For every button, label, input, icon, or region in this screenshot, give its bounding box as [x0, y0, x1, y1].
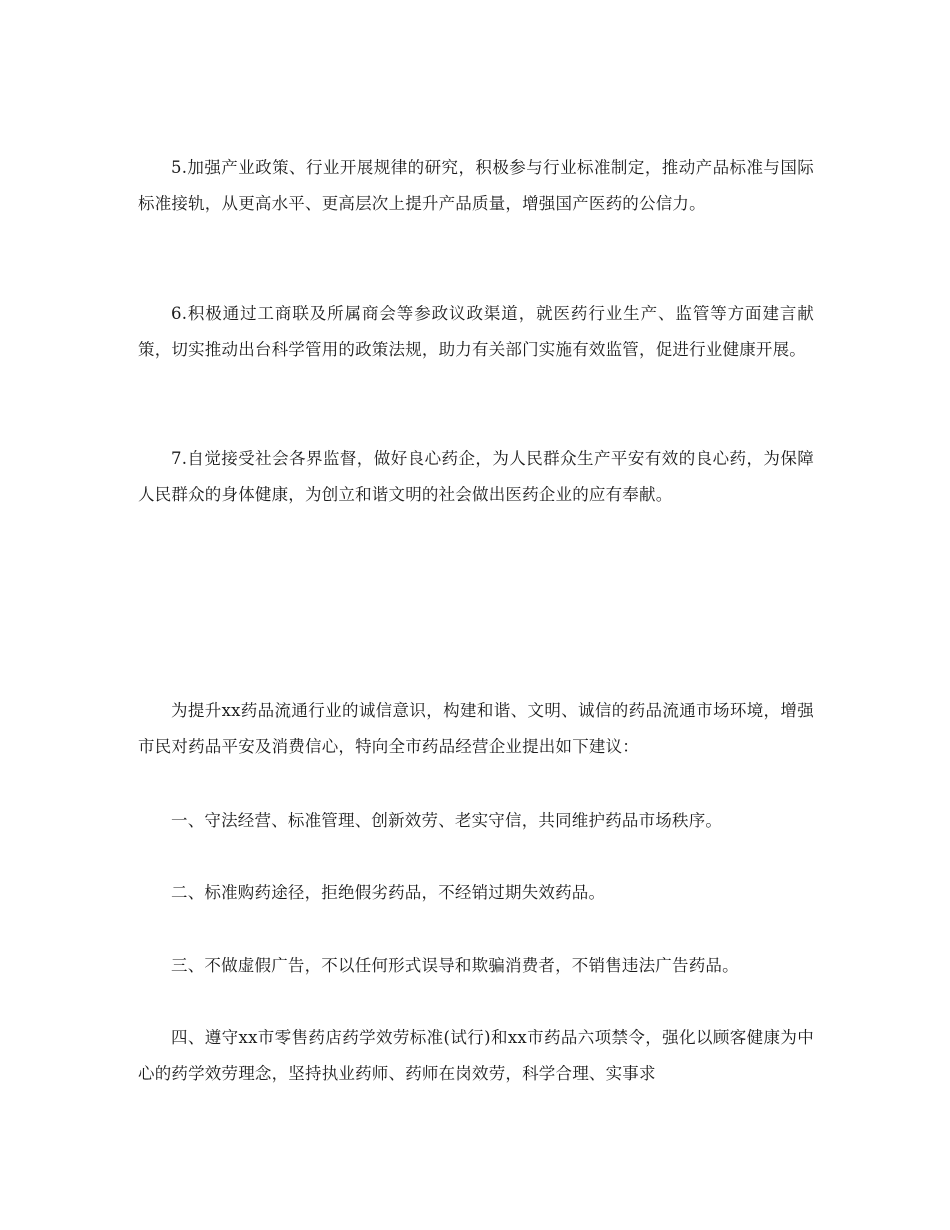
paragraph-item-4: 四、遵守xx市零售药店药学效劳标准(试行)和xx市药品六项禁令，强化以顾客健康为中心的药学效劳理念，坚持执业药师、药师在岗效劳，科学合理、实事求 — [138, 1028, 814, 1083]
paragraph-item-1: 一、守法经营、标准管理、创新效劳、老实守信，共同维护药品市场秩序。 — [171, 811, 723, 830]
paragraph-item-3: 三、不做虚假广告，不以任何形式误导和欺骗消费者，不销售违法广告药品。 — [171, 956, 739, 975]
paragraph-6-policy-advice: 6.积极通过工商联及所属商会等参政议政渠道，就医药行业生产、监管等方面建言献策，切实推动出台科学管用的政策法规，助力有关部门实施有效监管，促进行业健康开展。 — [138, 304, 814, 359]
paragraph-initiative-intro: 为提升xx药品流通行业的诚信意识，构建和谐、文明、诚信的药品流通市场环境，增强市民对药品平安及消费信心，特向全市药品经营企业提出如下建议： — [138, 701, 814, 756]
paragraph-7-social-supervision: 7.自觉接受社会各界监督，做好良心药企，为人民群众生产平安有效的良心药，为保障人民群众的身体健康，为创立和谐文明的社会做出医药企业的应有奉献。 — [138, 449, 814, 504]
paragraph-item-2: 二、标准购药途径，拒绝假劣药品，不经销过期失效药品。 — [171, 883, 606, 902]
paragraph-5-industry-policy: 5.加强产业政策、行业开展规律的研究，积极参与行业标准制定，推动产品标准与国际标准接轨，从更高水平、更高层次上提升产品质量，增强国产医药的公信力。 — [138, 158, 814, 213]
